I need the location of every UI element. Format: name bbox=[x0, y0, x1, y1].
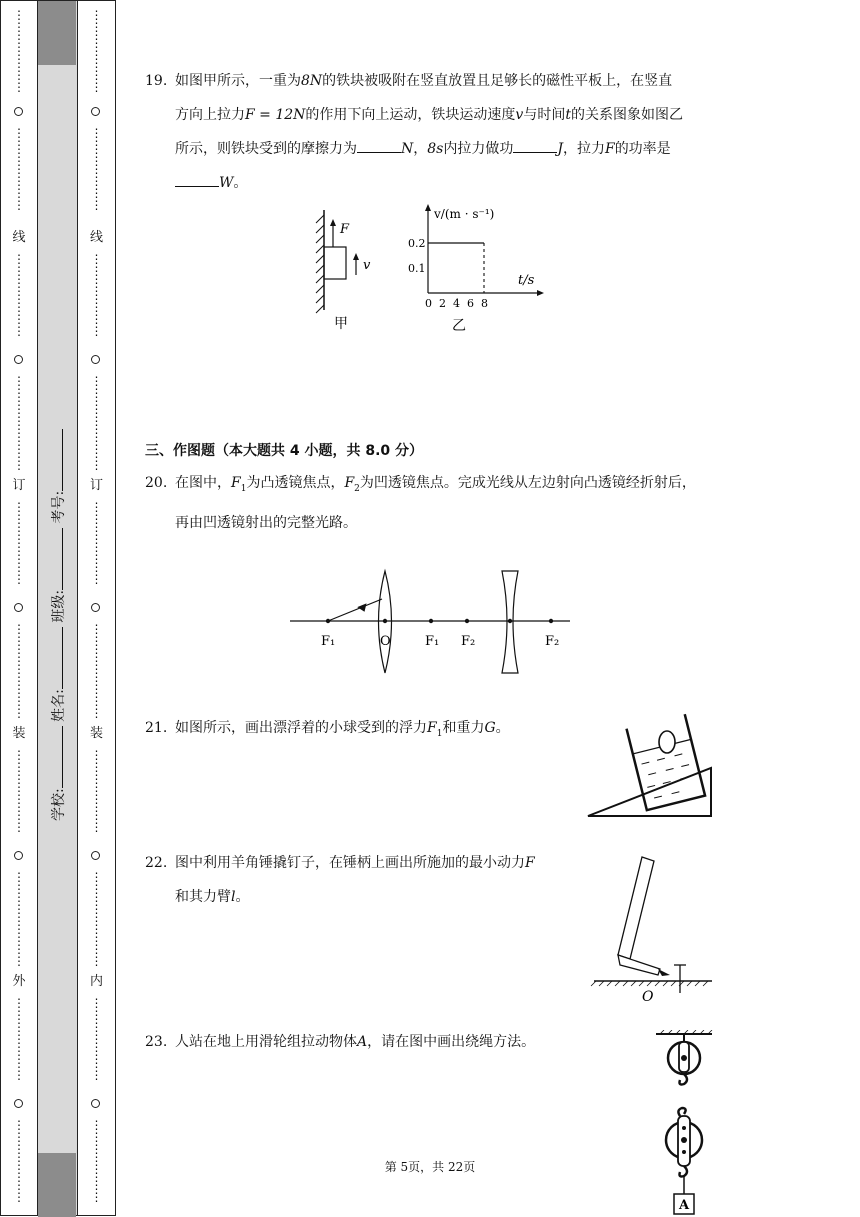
label-F2-left: F₂ bbox=[461, 634, 476, 649]
q22-line2: 和其力臂l。 bbox=[175, 889, 250, 905]
point-F1-right bbox=[429, 619, 433, 623]
force-label-F: F bbox=[340, 222, 350, 237]
circle-mark bbox=[91, 355, 100, 364]
q22-number: 22. bbox=[145, 855, 168, 871]
strip-dark-top bbox=[38, 1, 76, 65]
object-A-label: A bbox=[679, 1198, 690, 1213]
q19-figure-yi bbox=[400, 198, 560, 338]
dotted-line: ⋮ ⋮ ⋮ ⋮ ⋮ ⋮ ⋮ bbox=[90, 500, 103, 586]
floating-ball bbox=[659, 731, 675, 753]
q23-pulley-diagram bbox=[650, 1030, 720, 1216]
iron-block bbox=[324, 247, 346, 279]
label-O: O bbox=[380, 634, 391, 649]
caption-jia: 甲 bbox=[334, 316, 348, 332]
q21-floating-ball-diagram bbox=[585, 712, 720, 822]
binding-strip-outer bbox=[0, 0, 38, 1216]
label-F1-left: F₁ bbox=[321, 634, 336, 649]
q19-line1: 如图甲所示，一重为8N的铁块被吸附在竖直放置且足够长的磁性平板上，在竖直 bbox=[175, 73, 673, 89]
q19-blank-friction[interactable] bbox=[357, 138, 401, 153]
dotted-line: ⋮ ⋮ ⋮ ⋮ ⋮ ⋮ ⋮ bbox=[90, 996, 103, 1082]
q20-number: 20. bbox=[145, 475, 168, 491]
q19-line3: 所示，则铁块受到的摩擦力为 N，8s内拉力做功 J，拉力F的功率是 bbox=[175, 132, 735, 166]
section-title: 三、作图题（本大题共 4 小题，共 8.0 分） bbox=[145, 443, 424, 459]
dotted-line: ⋮ ⋮ ⋮ ⋮ ⋮ ⋮ ⋮ bbox=[13, 1118, 25, 1204]
x-axis-label: t/s bbox=[518, 273, 535, 288]
dotted-line: ⋮ ⋮ ⋮ ⋮ ⋮ ⋮ ⋮ bbox=[13, 500, 25, 586]
dotted-line: ⋮ ⋮ ⋮ ⋮ ⋮ ⋮ ⋮ ⋮ bbox=[13, 374, 25, 472]
q22-line1: 图中利用羊角锤撬钉子，在锤柄上画出所施加的最小动力F bbox=[175, 855, 535, 871]
x-tick-label: 2 bbox=[439, 297, 446, 310]
dotted-line: ⋮ ⋮ ⋮ ⋮ ⋮ ⋮ ⋮ bbox=[90, 8, 103, 94]
dotted-line: ⋮ ⋮ ⋮ ⋮ ⋮ ⋮ ⋮ bbox=[13, 252, 25, 338]
x-tick-label: 6 bbox=[467, 297, 474, 310]
field-examno-blank[interactable] bbox=[48, 429, 63, 491]
field-name-label: 姓名: bbox=[51, 689, 67, 722]
q19-number: 19. bbox=[145, 73, 168, 89]
field-examno-label: 考号: bbox=[51, 490, 67, 524]
y-tick-label: 0.1 bbox=[408, 262, 426, 275]
q21-text: 如图所示，画出漂浮着的小球受到的浮力$F_1$和重力G。 bbox=[175, 720, 510, 739]
dotted-line: ⋮ ⋮ ⋮ ⋮ ⋮ ⋮ ⋮ bbox=[13, 748, 25, 834]
page-footer: 第 5页，共 22页 bbox=[384, 1160, 476, 1174]
circle-mark bbox=[91, 603, 100, 612]
circle-mark bbox=[91, 851, 100, 860]
velocity-label-v: v bbox=[363, 258, 371, 273]
circle-mark bbox=[91, 107, 100, 116]
q19-blank-work[interactable] bbox=[513, 138, 557, 153]
hammer-handle bbox=[618, 857, 654, 959]
dotted-line: ⋮ ⋮ ⋮ ⋮ ⋮ ⋮ ⋮ ⋮ bbox=[90, 870, 103, 968]
circle-mark bbox=[14, 603, 23, 612]
q19-text bbox=[175, 64, 735, 200]
q22-claw-hammer-diagram bbox=[590, 855, 718, 1005]
label-F1-right: F₁ bbox=[425, 634, 440, 649]
y-axis-label: v/(m · s⁻¹) bbox=[434, 207, 495, 221]
binding-word-nei: 内 bbox=[89, 974, 103, 989]
q19-blank-power[interactable] bbox=[175, 172, 219, 187]
field-school-blank[interactable] bbox=[48, 726, 63, 788]
field-class-blank[interactable] bbox=[48, 528, 63, 590]
incident-ray bbox=[328, 599, 382, 621]
dotted-line: ⋮ ⋮ ⋮ ⋮ ⋮ ⋮ ⋮ bbox=[90, 1118, 103, 1204]
binding-word-wai: 外 bbox=[12, 974, 26, 989]
q19-figure-jia bbox=[312, 205, 382, 335]
point-F1-left bbox=[326, 619, 330, 623]
hammer-head bbox=[618, 955, 660, 975]
y-tick-label: 0.2 bbox=[408, 237, 426, 250]
x-tick-label: 0 bbox=[425, 297, 432, 310]
circle-mark bbox=[14, 355, 23, 364]
dotted-line: ⋮ ⋮ ⋮ ⋮ ⋮ ⋮ ⋮ bbox=[90, 252, 103, 338]
q21-number: 21. bbox=[145, 720, 168, 736]
point-O2 bbox=[508, 619, 512, 623]
pivot-label-O: O bbox=[642, 989, 654, 1005]
circle-mark bbox=[14, 1099, 23, 1108]
binding-word-zhuang-inner: 装 bbox=[89, 726, 103, 741]
binding-word-zhuang: 装 bbox=[12, 726, 26, 741]
binding-strip-inner bbox=[78, 0, 116, 1216]
dotted-line: ⋮ ⋮ ⋮ ⋮ ⋮ ⋮ ⋮ ⋮ bbox=[13, 870, 25, 968]
q23-number: 23. bbox=[145, 1034, 168, 1050]
dotted-line: ⋮ ⋮ ⋮ ⋮ ⋮ ⋮ ⋮ bbox=[13, 996, 25, 1082]
point-F2-right bbox=[549, 619, 553, 623]
binding-strip-fields bbox=[38, 0, 78, 1216]
q22-text bbox=[175, 846, 575, 914]
dotted-line: ⋮ ⋮ ⋮ ⋮ ⋮ ⋮ ⋮ ⋮ bbox=[13, 622, 25, 720]
dotted-line: ⋮ ⋮ ⋮ ⋮ ⋮ ⋮ ⋮ ⋮ bbox=[90, 622, 103, 720]
q19-line4: W。 bbox=[175, 166, 735, 200]
point-F2-left bbox=[465, 619, 469, 623]
circle-mark bbox=[14, 107, 23, 116]
circle-mark bbox=[91, 1099, 100, 1108]
point-O bbox=[383, 619, 387, 623]
q20-text bbox=[175, 466, 735, 540]
x-tick-label: 4 bbox=[453, 297, 460, 310]
dotted-line: ⋮ ⋮ ⋮ ⋮ ⋮ ⋮ ⋮ bbox=[90, 748, 103, 834]
dotted-line: ⋮ ⋮ ⋮ ⋮ ⋮ ⋮ ⋮ bbox=[13, 126, 25, 212]
q23-text: 人站在地上用滑轮组拉动物体A，请在图中画出绕绳方法。 bbox=[175, 1034, 536, 1050]
binding-word-ding-inner: 订 bbox=[89, 478, 103, 493]
field-school-label: 学校: bbox=[51, 788, 67, 821]
binding-word-xian-inner: 线 bbox=[89, 230, 103, 245]
field-name-blank[interactable] bbox=[48, 627, 63, 689]
q20-line2: 再由凹透镜射出的完整光路。 bbox=[175, 514, 357, 531]
circle-mark bbox=[14, 851, 23, 860]
label-F2-right: F₂ bbox=[545, 634, 560, 649]
q20-lens-diagram bbox=[288, 565, 578, 680]
x-tick-label: 8 bbox=[481, 297, 488, 310]
field-class-label: 班级: bbox=[51, 589, 67, 623]
binding-word-ding: 订 bbox=[12, 478, 26, 493]
dotted-line: ⋮ ⋮ ⋮ ⋮ ⋮ ⋮ ⋮ bbox=[90, 126, 103, 212]
caption-yi: 乙 bbox=[452, 318, 466, 334]
binding-word-xian: 线 bbox=[12, 230, 26, 245]
dotted-line: ⋮ ⋮ ⋮ ⋮ ⋮ ⋮ ⋮ bbox=[13, 8, 25, 94]
dotted-line: ⋮ ⋮ ⋮ ⋮ ⋮ ⋮ ⋮ ⋮ bbox=[90, 374, 103, 472]
q20-line1: 在图中，$F_1$为凸透镜焦点，$F_2$为凹透镜焦点。完成光线从左边射向凸透镜经折射后， bbox=[175, 475, 696, 494]
q19-line2: 方向上拉力F = 12N的作用下向上运动，铁块运动速度v与时间t的关系图象如图乙 bbox=[175, 107, 683, 123]
fields-rotated bbox=[48, 381, 68, 821]
